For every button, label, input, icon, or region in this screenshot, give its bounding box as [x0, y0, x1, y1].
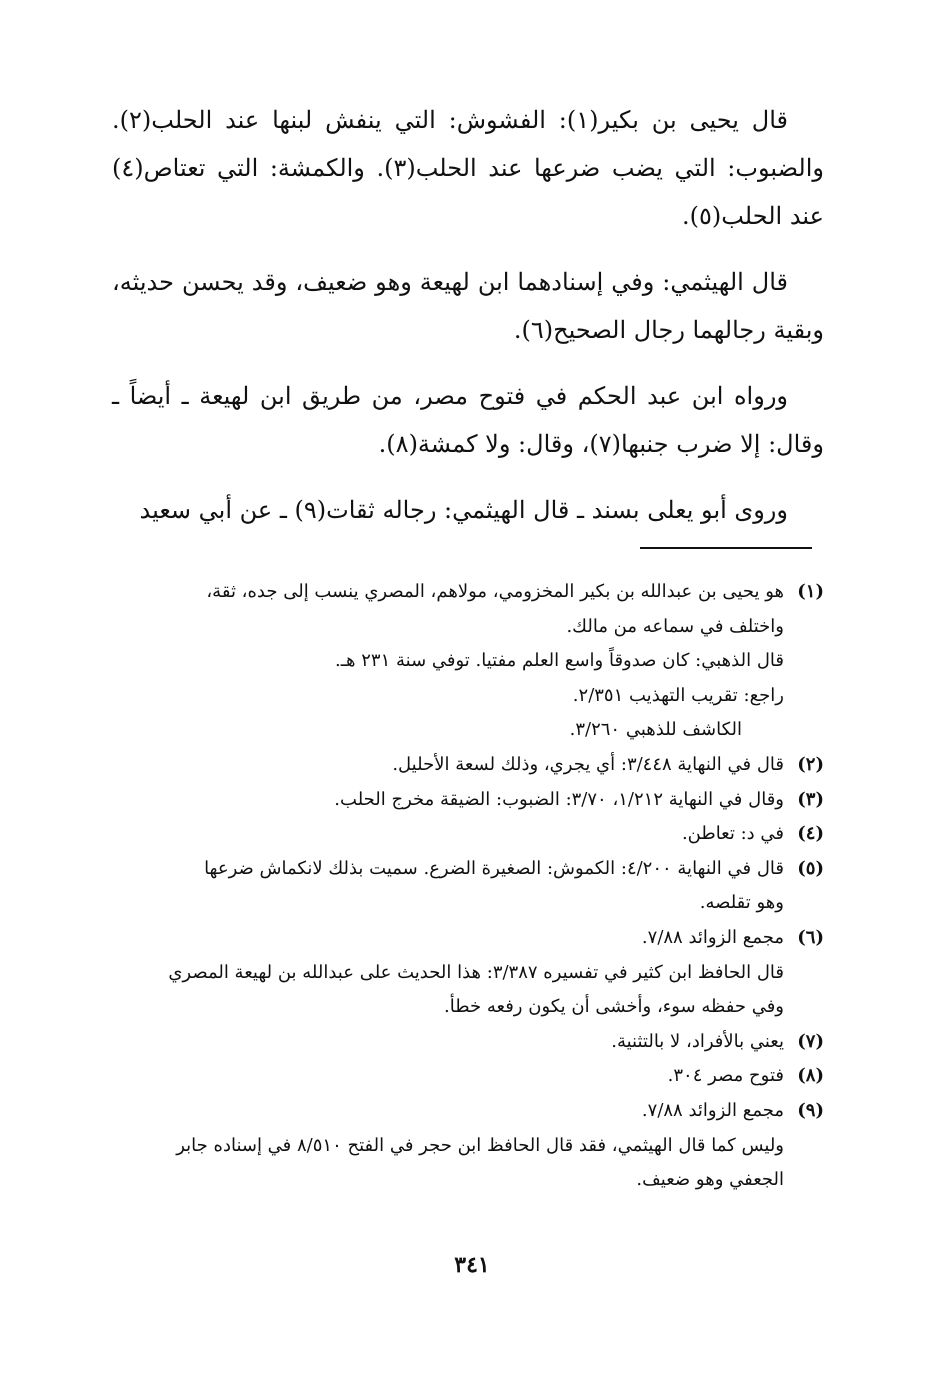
paragraph-1: قال يحيى بن بكير(١): الفشوش: التي ينفش لبنها عند الحلب(٢). والضبوب: التي يضب ضرعها عند الحلب(٣). والكمشة: التي تعتاص(٤) عند الحلب(٥).	[112, 106, 824, 230]
footnote-text: قال في النهاية ٣/٤٤٨: أي يجري، وذلك لسعة الأحليل.	[392, 753, 784, 775]
footnote-number: (٢)	[797, 753, 824, 775]
page-number: ٣٤١	[454, 1252, 490, 1278]
footnote-number: (٥)	[797, 857, 824, 879]
footnote-number: (٣)	[797, 788, 824, 810]
footnote-number: (٧)	[797, 1030, 824, 1052]
footnote-subline: وفي حفظه سوء، وأخشى أن يكون رفعه خطأ.	[444, 996, 784, 1018]
footnote-subline: الجعفي وهو ضعيف.	[636, 1169, 784, 1191]
footnote-9	[112, 1094, 824, 1129]
footnote-8	[112, 1059, 824, 1094]
footnote-text: هو يحيى بن عبدالله بن بكير المخزومي، مولاهم، المصري ينسب إلى جده، ثقة،	[206, 581, 784, 602]
footnote-subline: الكاشف للذهبي ٣/٢٦٠.	[569, 719, 742, 741]
footnotes	[112, 575, 824, 1198]
footnote-7	[112, 1025, 824, 1060]
footnote-subline: راجع: تقريب التهذيب ٢/٣٥١.	[572, 684, 784, 706]
footnote-text: واختلف في سماعه من مالك.	[566, 615, 784, 637]
footnote-subline: قال الذهبي: كان صدوقاً واسع العلم مفتيا. توفي سنة ٢٣١ هـ.	[335, 650, 784, 672]
footnote-text: فتوح مصر ٣٠٤.	[667, 1065, 784, 1087]
paragraph-3: ورواه ابن عبد الحكم في فتوح مصر، من طريق ابن لهيعة ـ أيضاً ـ وقال: إلا ضرب جنبها(٧)، وقال: ولا كمشة(٨).	[112, 382, 824, 458]
footnote-6	[112, 921, 824, 956]
paragraph-2: قال الهيثمي: وفي إسنادهما ابن لهيعة وهو ضعيف، وقد يحسن حديثه، وبقية رجالهما رجال الصحيح(٦).	[112, 268, 824, 344]
footnote-number: (٨)	[797, 1065, 824, 1087]
footnote-subline: وليس كما قال الهيثمي، فقد قال الحافظ ابن حجر في الفتح ٨/٥١٠ في إسناده جابر	[176, 1134, 784, 1156]
footnote-text: وقال في النهاية ١/٢١٢، ٣/٧٠: الضبوب: الضيقة مخرج الحلب.	[334, 788, 784, 810]
footnote-text: قال في النهاية ٤/٢٠٠: الكموش: الصغيرة الضرع. سميت بذلك لانكماش ضرعها	[204, 857, 784, 879]
footnote-1	[112, 575, 824, 644]
footnote-2	[112, 748, 824, 783]
footnote-text: مجمع الزوائد ٧/٨٨.	[641, 926, 784, 948]
footnote-number: (١)	[797, 581, 824, 602]
paragraph-4: وروى أبو يعلى بسند ـ قال الهيثمي: رجاله ثقات(٩) ـ عن أبي سعيد	[139, 496, 788, 524]
footnote-4	[112, 817, 824, 852]
main-text	[112, 96, 824, 534]
footnote-number: (٩)	[797, 1099, 824, 1121]
footnote-3	[112, 783, 824, 818]
footnote-number: (٦)	[797, 926, 824, 948]
footnote-text: في د: تعاطن.	[681, 823, 784, 845]
footnote-text: يعني بالأفراد، لا بالتثنية.	[611, 1030, 784, 1052]
footnote-separator	[640, 547, 812, 549]
footnote-5	[112, 852, 824, 921]
footnote-text: مجمع الزوائد ٧/٨٨.	[641, 1099, 784, 1121]
footnote-number: (٤)	[797, 823, 824, 845]
footnote-text: وهو تقلصه.	[699, 892, 784, 914]
footnote-subline: قال الحافظ ابن كثير في تفسيره ٣/٣٨٧: هذا الحديث على عبدالله بن لهيعة المصري	[168, 961, 784, 983]
